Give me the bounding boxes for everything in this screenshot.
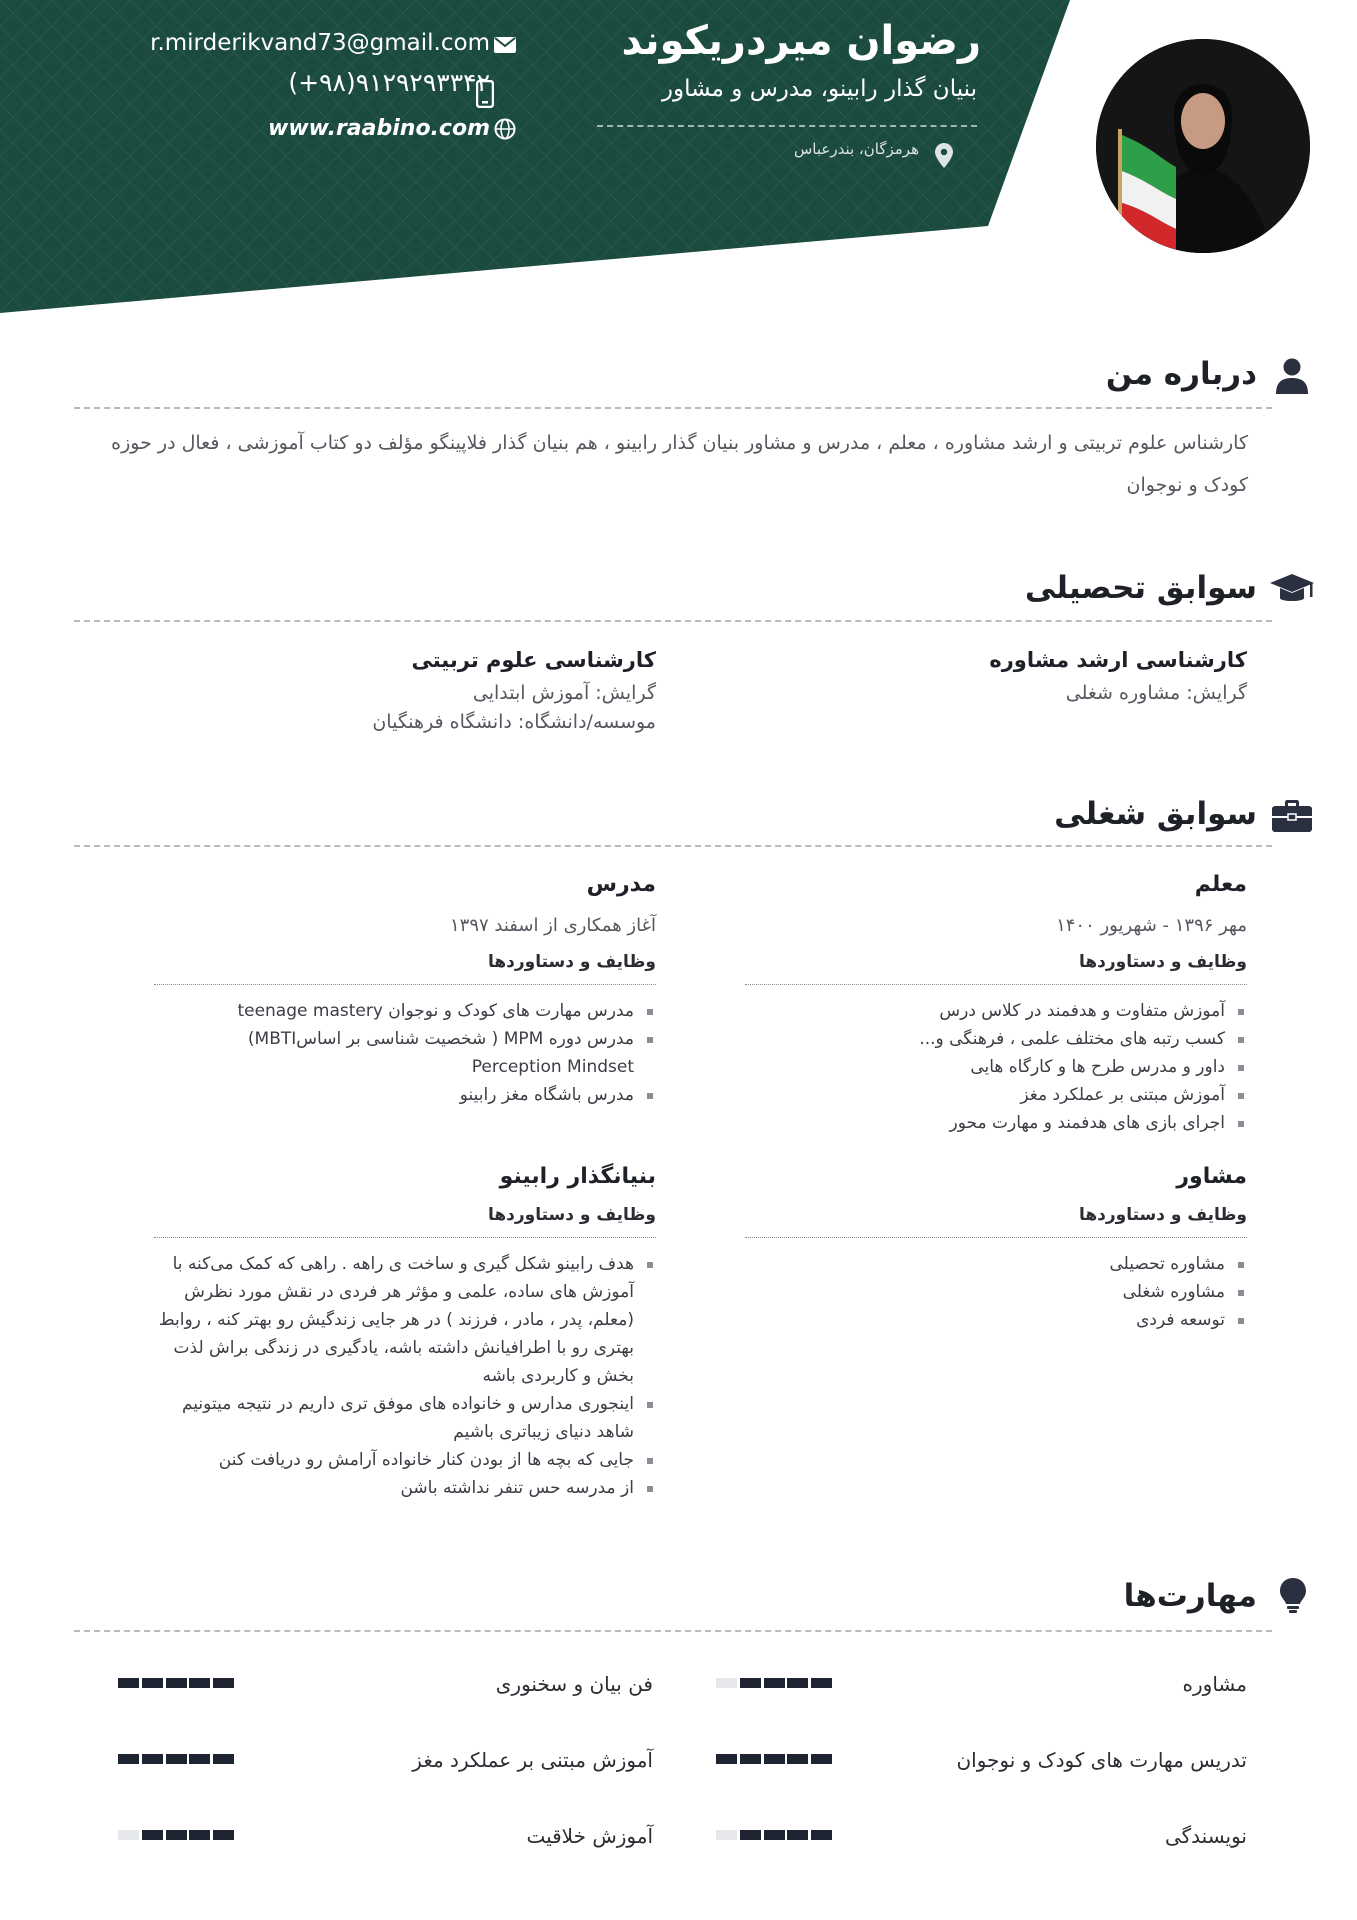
about-text: کارشناس علوم تربیتی و ارشد مشاوره ، معلم ، مدرس و مشاور بنیان گذار رابینو ، هم بنیان گذار فلاپینگو مؤلف دو کتاب آموزشی ، فعال در حوزه کودک و نوجوان — [111, 432, 1248, 496]
list-item: آموزش مبتنی بر عملکرد مغز — [745, 1081, 1225, 1109]
job-title: مدرس — [586, 872, 656, 897]
skill-level-segment — [189, 1754, 210, 1764]
list-item: اینجوری مدارس و خانواده های موفق تری داریم در نتیجه میتونیم شاهد دنیای زیباتری باشیم — [154, 1390, 634, 1446]
job-entry — [154, 1164, 656, 1502]
education-institution: موسسه/دانشگاه: دانشگاه فرهنگیان — [372, 711, 656, 733]
job-duties-label: وظایف و دستاوردها — [154, 1205, 656, 1238]
email-link[interactable]: r.mirderikvand73@gmail.com — [150, 30, 490, 56]
skill-level-segment — [740, 1754, 761, 1764]
job-duties-label: وظایف و دستاوردها — [154, 952, 656, 985]
skill-level-segment — [189, 1830, 210, 1840]
skill-level-bar — [716, 1754, 828, 1764]
skill-level-bar — [716, 1678, 828, 1688]
lightbulb-icon — [1280, 1578, 1306, 1614]
list-item: جایی که بچه ها از بودن کنار خانواده آرامش رو دریافت کنن — [154, 1446, 634, 1474]
skill-level-segment — [740, 1830, 761, 1840]
list-item: کسب رتبه های مختلف علمی ، فرهنگی و... — [745, 1025, 1225, 1053]
skills-section-title: مهارت‌ها — [1123, 1578, 1257, 1614]
skill-level-segment — [166, 1678, 187, 1688]
skill-level-segment — [716, 1678, 737, 1688]
job-title: بنیانگذار رابینو — [499, 1164, 656, 1189]
skills-divider — [74, 1630, 1272, 1632]
skill-level-segment — [118, 1754, 139, 1764]
job-duties-list — [745, 997, 1247, 1137]
list-item: آموزش متفاوت و هدفمند در کلاس درس — [745, 997, 1225, 1025]
skill-name: آموزش مبتنی بر عملکرد مغز — [412, 1748, 653, 1772]
skill-name: فن بیان و سخنوری — [495, 1672, 653, 1696]
skill-level-bar — [118, 1754, 230, 1764]
job-entry — [745, 1164, 1247, 1334]
phone-number[interactable]: (+۹۸)۹۱۲۹۲۹۳۳۴۲ — [288, 68, 490, 97]
skill-level-segment — [787, 1754, 808, 1764]
graduation-cap-icon — [1270, 574, 1314, 606]
job-title: مشاور — [1176, 1164, 1247, 1189]
list-item: مشاوره تحصیلی — [745, 1250, 1225, 1278]
header-divider — [597, 125, 977, 127]
list-item: اجرای بازی های هدفمند و مهارت محور — [745, 1109, 1225, 1137]
skill-level-bar — [716, 1830, 828, 1840]
skill-level-segment — [118, 1678, 139, 1688]
skill-level-segment — [811, 1678, 832, 1688]
full-name: رضوان میردریکوند — [621, 18, 981, 64]
education-item — [176, 648, 656, 733]
education-section-title: سوابق تحصیلی — [1024, 570, 1257, 606]
skill-name: تدریس مهارت های کودک و نوجوان — [956, 1748, 1247, 1772]
skill-level-segment — [764, 1678, 785, 1688]
education-degree: کارشناسی علوم تربیتی — [411, 648, 656, 672]
location-text: هرمزگان، بندرعباس — [793, 140, 919, 158]
job-headline: بنیان گذار رابینو، مدرس و مشاور — [661, 76, 977, 102]
skill-level-segment — [764, 1754, 785, 1764]
skill-level-bar — [118, 1830, 230, 1840]
list-item: داور و مدرس طرح ها و کارگاه هایی — [745, 1053, 1225, 1081]
education-item — [767, 648, 1247, 704]
skill-level-segment — [787, 1678, 808, 1688]
job-date: مهر ۱۳۹۶ - شهریور ۱۴۰۰ — [1056, 915, 1247, 936]
skill-level-segment — [166, 1830, 187, 1840]
skill-level-segment — [142, 1754, 163, 1764]
skill-level-segment — [118, 1830, 139, 1840]
skill-level-segment — [811, 1754, 832, 1764]
mobile-phone-icon — [476, 80, 494, 108]
education-divider — [74, 620, 1272, 622]
skill-level-segment — [213, 1830, 234, 1840]
about-section-title: درباره من — [1105, 356, 1257, 392]
job-entry — [154, 872, 656, 1109]
job-duties-list — [154, 997, 656, 1109]
skill-level-segment — [166, 1754, 187, 1764]
list-item: مدرس مهارت های کودک و نوجوان teenage mastery — [154, 997, 634, 1025]
work-section-title: سوابق شغلی — [1054, 796, 1257, 832]
work-divider — [74, 845, 1272, 847]
skill-name: آموزش خلاقیت — [526, 1824, 653, 1848]
briefcase-icon — [1272, 800, 1312, 832]
job-duties-label: وظایف و دستاوردها — [745, 952, 1247, 985]
skill-level-segment — [716, 1830, 737, 1840]
skill-level-segment — [213, 1754, 234, 1764]
skill-level-segment — [740, 1678, 761, 1688]
list-item: مشاوره شغلی — [745, 1278, 1225, 1306]
website-link[interactable]: www.raabino.com — [268, 116, 490, 141]
profile-photo — [1092, 35, 1314, 257]
job-duties-list — [745, 1250, 1247, 1334]
skill-name: نویسندگی — [1164, 1824, 1247, 1848]
map-pin-icon — [935, 143, 953, 168]
skill-name: مشاوره — [1182, 1672, 1247, 1696]
job-duties-label: وظایف و دستاوردها — [745, 1205, 1247, 1238]
user-icon — [1276, 358, 1308, 394]
skill-level-segment — [189, 1678, 210, 1688]
job-title: معلم — [1194, 872, 1247, 897]
skill-level-segment — [787, 1830, 808, 1840]
list-item: از مدرسه حس تنفر نداشته باشن — [154, 1474, 634, 1502]
skill-level-segment — [764, 1830, 785, 1840]
skill-level-bar — [118, 1678, 230, 1688]
envelope-icon — [494, 37, 516, 53]
list-item: مدرس دوره MPM ( شخصیت شناسی بر اساسMBTI) Perception Mindset — [154, 1025, 634, 1081]
skill-level-segment — [142, 1678, 163, 1688]
education-field: گرایش: مشاوره شغلی — [1065, 682, 1247, 704]
list-item: توسعه فردی — [745, 1306, 1225, 1334]
job-entry — [745, 872, 1247, 1137]
globe-icon — [494, 118, 516, 140]
job-date: آغاز همکاری از اسفند ۱۳۹۷ — [449, 915, 656, 936]
list-item: مدرس باشگاه مغز رابینو — [154, 1081, 634, 1109]
job-duties-list — [154, 1250, 656, 1502]
skill-level-segment — [142, 1830, 163, 1840]
skill-level-segment — [811, 1830, 832, 1840]
education-field: گرایش: آموزش ابتدایی — [472, 682, 656, 704]
list-item: هدف رابینو شکل گیری و ساخت ی راهه . راهی که کمک می‌کنه با آموزش های ساده، علمی و مؤثر هر فردی در نقش مورد نظرش (معلم، پدر ، مادر ، فرزند ) در هر جایی زندگیش رو بهتر کنه ، روابط بهتری رو با اطرافیانش داشته باشه، یادگیری در زندگی براش لذت بخش و کاربردی باشه — [154, 1250, 634, 1390]
skill-level-segment — [213, 1678, 234, 1688]
skill-level-segment — [716, 1754, 737, 1764]
about-divider — [74, 407, 1272, 409]
education-degree: کارشناسی ارشد مشاوره — [989, 648, 1247, 672]
